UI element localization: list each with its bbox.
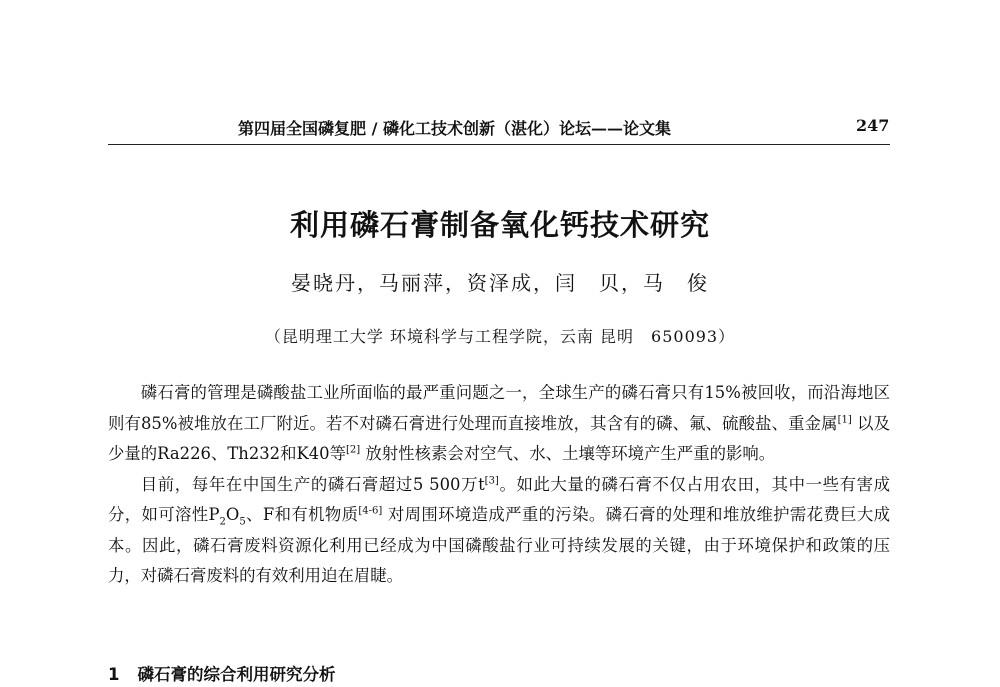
p2-text-b: 。如此大量的磷石膏不仅占用农田，其中一些有害成分，如可溶性P <box>108 474 891 524</box>
body-text <box>108 378 890 592</box>
p2-text-b2: O <box>225 505 240 524</box>
citation-ref: [3] <box>484 475 499 487</box>
page-number: 247 <box>856 116 890 135</box>
affiliation: （昆明理工大学 环境科学与工程学院，云南 昆明 650093） <box>264 327 736 346</box>
p1-text-b: 以及少量的Ra226、Th232和K40等 <box>108 413 890 463</box>
p2-text-b3: 、F和有机物质 <box>245 505 359 524</box>
article-title: 利用磷石膏制备氧化钙技术研究 <box>289 208 710 242</box>
paragraph-2 <box>108 470 890 592</box>
subscript: 2 <box>219 516 226 528</box>
p1-text-c: 放射性核素会对空气、水、土壤等环境产生严重的影响。 <box>360 444 776 463</box>
author-list: 晏晓丹，马丽萍，资泽成，闫 贝，马 俊 <box>291 271 709 295</box>
p2-text-c: 对周围环境造成严重的污染。磷石膏的处理和堆放维护需花费巨大成本。因此，磷石膏废料资源化利用已经成为中国磷酸盐行业可持续发展的关键，由于环境保护和政策的压力，对磷石膏废料的有效利用迫在眉睫。 <box>108 505 891 585</box>
p2-text-a: 目前，每年在中国生产的磷石膏超过5 500万t <box>140 474 485 494</box>
citation-ref: [1] <box>837 414 852 426</box>
section-title: 磷石膏的综合利用研究分析 <box>137 665 336 684</box>
citation-ref: [4-6] <box>358 505 383 517</box>
section-heading <box>108 661 335 685</box>
citation-ref: [2] <box>346 444 361 456</box>
section-number: 1 <box>108 665 120 684</box>
header-rule <box>108 144 890 145</box>
p1-text-a: 磷石膏的管理是磷酸盐工业所面临的最严重问题之一，全球生产的磷石膏只有15%被回收，而沿海地区则有85%被堆放在工厂附近。若不对磷石膏进行处理而直接堆放，其含有的磷、氟、硫酸盐、重金属 <box>108 383 890 433</box>
paragraph-1 <box>108 378 890 470</box>
running-head-title: 第四届全国磷复肥 / 磷化工技术创新（湛化）论坛——论文集 <box>238 119 671 138</box>
subscript: 5 <box>239 516 246 528</box>
